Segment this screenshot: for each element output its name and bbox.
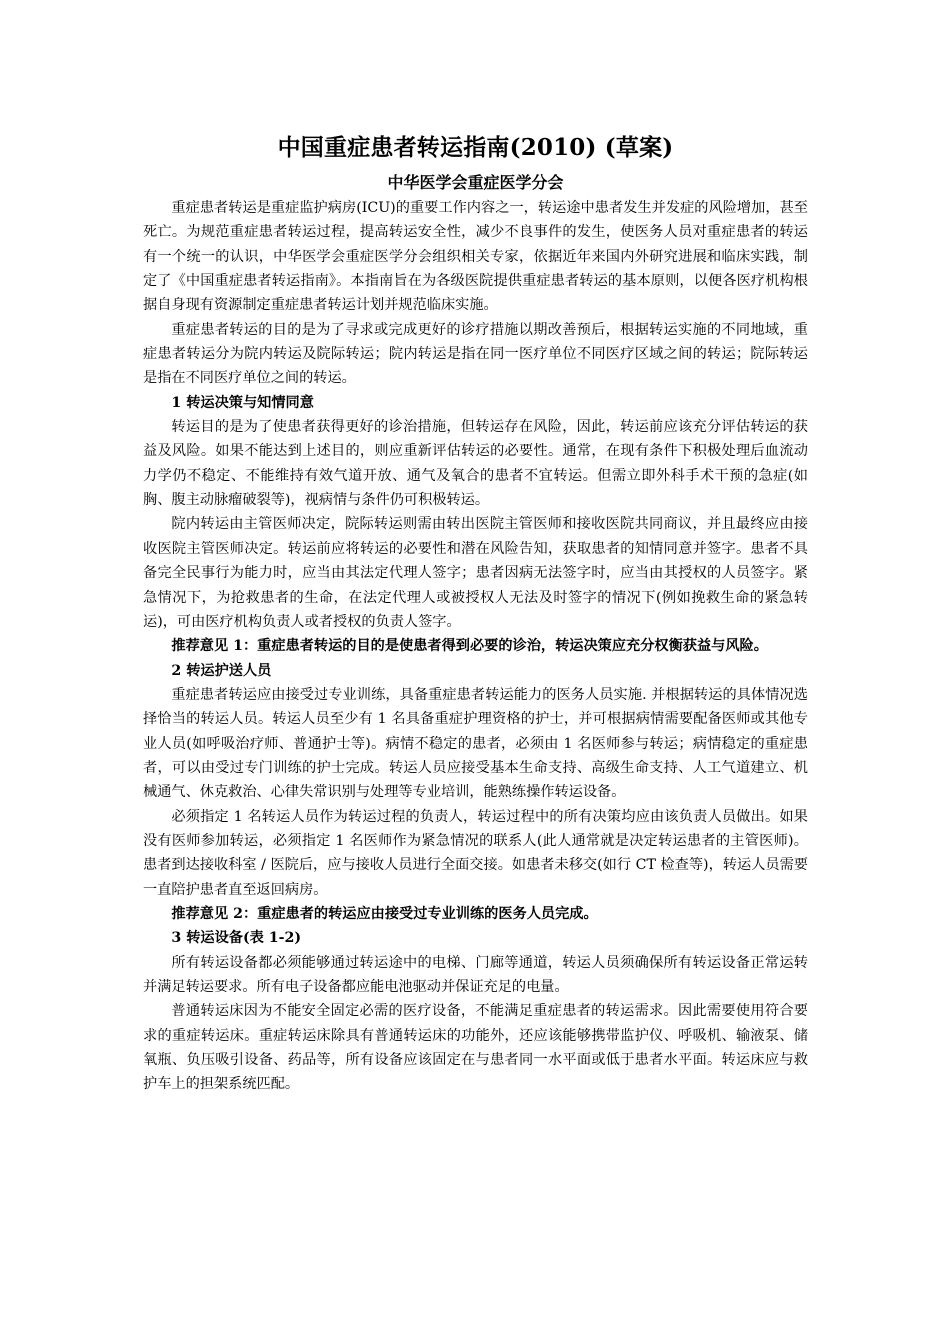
body-paragraph: 必须指定 1 名转运人员作为转运过程的负责人，转运过程中的所有决策均应由该负责人员做出。如果没有医师参加转运，必须指定 1 名医师作为紧急情况的联系人(此人通常就是决定转运患者的主管医师)。患者到达接收科室 / 医院后，应与接收人员进行全面交接。如患者未移交(如行 CT 检查等)，转运人员需要一直陪护患者直至返回病房。 <box>143 808 808 898</box>
intro-paragraph: 重症患者转运是重症监护病房(ICU)的重要工作内容之一，转运途中患者发生并发症的风险增加，甚至死亡。为规范重症患者转运过程，提高转运安全性，减少不良事件的发生，使医务人员对重症患者的转运有一个统一的认识，中华医学会重症医学分会组织相关专家，依据近年来国内外研究进展和临床实践，制定了《中国重症患者转运指南》。本指南旨在为各级医院提供重症患者转运的基本原则，以便各医疗机构根据自身现有资源制定重症患者转运计划并规范临床实施。 <box>143 200 808 314</box>
recommendation: 推荐意见 1：重症患者转运的目的是使患者得到必要的诊治，转运决策应充分权衡获益与风险。 <box>171 638 768 655</box>
body-paragraph: 转运目的是为了使患者获得更好的诊治措施，但转运存在风险，因此，转运前应该充分评估转运的获益及风险。如果不能达到上述目的，则应重新评估转运的必要性。通常，在现有条件下积极处理后血流动力学仍不稳定、不能维持有效气道开放、通气及氧合的患者不宜转运。但需立即外科手术干预的急症(如胸、腹主动脉瘤破裂等)，视病情与条件仍可积极转运。 <box>143 419 808 509</box>
recommendation: 推荐意见 2：重症患者的转运应由接受过专业训练的医务人员完成。 <box>171 905 598 922</box>
document-page <box>143 128 808 1097</box>
body-paragraph: 普通转运床因为不能安全固定必需的医疗设备，不能满足重症患者的转运需求。因此需要使用符合要求的重症转运床。重症转运床除具有普通转运床的功能外，还应该能够携带监护仪、呼吸机、输液泵、储氧瓶、负压吸引设备、药品等，所有设备应该固定在与患者同一水平面或低于患者水平面。转运床应与救护车上的担架系统匹配。 <box>143 1003 808 1093</box>
body-paragraph: 院内转运由主管医师决定，院际转运则需由转出医院主管医师和接收医院共同商议，并且最终应由接收医院主管医师决定。转运前应将转运的必要性和潜在风险告知，获取患者的知情同意并签字。患者不具备完全民事行为能力时，应当由其法定代理人签字；患者因病无法签字时，应当由其授权的人员签字。紧急情况下，为抢救患者的生命，在法定代理人或被授权人无法及时签字的情况下(例如挽救生命的紧急转运)，可由医疗机构负责人或者授权的负责人签字。 <box>143 516 808 630</box>
section-heading: 3 转运设备(表 1-2) <box>171 930 302 947</box>
section-heading: 2 转运护送人员 <box>171 662 272 679</box>
document-author: 中华医学会重症医学分会 <box>387 173 564 192</box>
document-title: 中国重症患者转运指南(2010) (草案) <box>277 134 674 161</box>
section-heading: 1 转运决策与知情同意 <box>171 394 314 411</box>
body-paragraph: 所有转运设备都必须能够通过转运途中的电梯、门廊等通道，转运人员须确保所有转运设备正常运转并满足转运要求。所有电子设备都应能电池驱动并保证充足的电量。 <box>143 954 808 995</box>
body-paragraph: 重症患者转运应由接受过专业训练，具备重症患者转运能力的医务人员实施. 并根据转运的具体情况选择恰当的转运人员。转运人员至少有 1 名具备重症护理资格的护士，并可根据病情需要配备医师或其他专业人员(如呼吸治疗师、普通护士等)。病情不稳定的患者，必须由 1 名医师参与转运；病情稳定的重症患者，可以由受过专门训练的护士完成。转运人员应接受基本生命支持、高级生命支持、人工气道建立、机械通气、休克救治、心律失常识别与处理等专业培训，能熟练操作转运设备。 <box>143 686 808 801</box>
intro-paragraph: 重症患者转运的目的是为了寻求或完成更好的诊疗措施以期改善预后，根据转运实施的不同地域，重症患者转运分为院内转运及院际转运；院内转运是指在同一医疗单位不同医疗区域之间的转运；院际转运是指在不同医疗单位之间的转运。 <box>143 321 808 387</box>
